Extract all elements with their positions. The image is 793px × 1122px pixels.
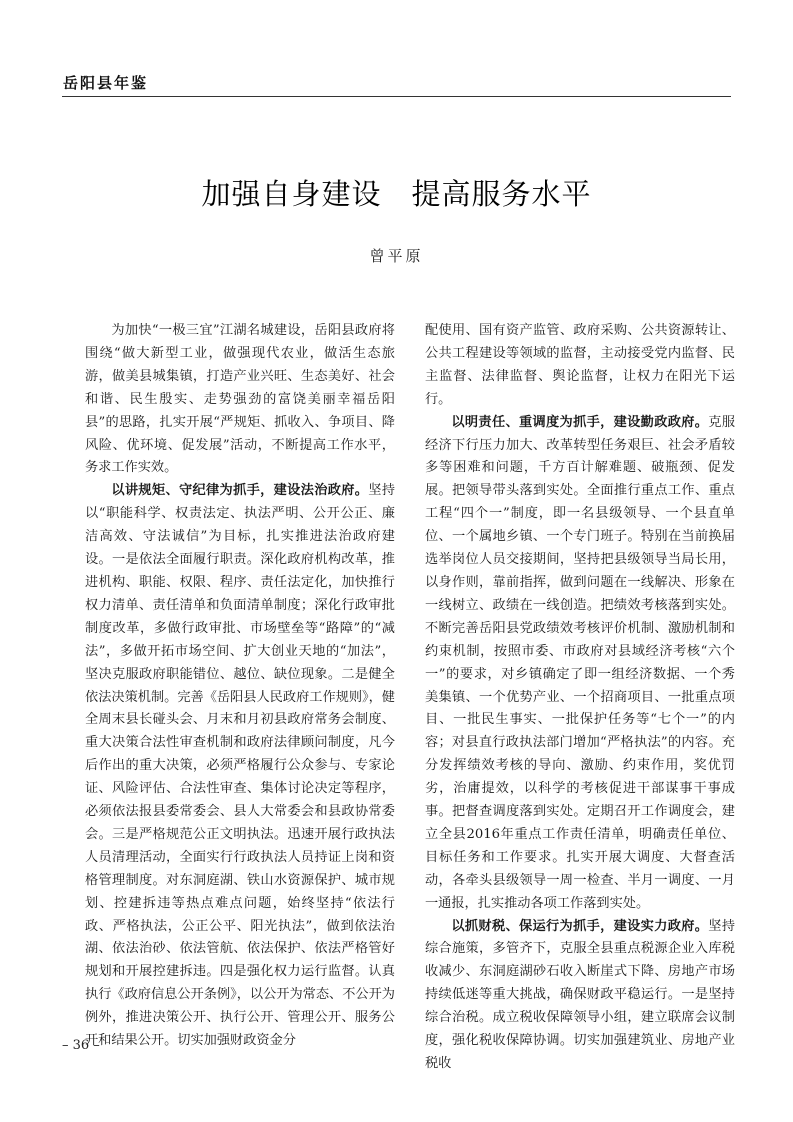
left-column [85,320,395,1053]
section-body: 坚持综合施策，多管齐下，克服全县重点税源企业入库税收减少、东洞庭湖砂石收入断崖式下降、房地产市场持续低迷等重大挑战，确保财政平稳运行。一是坚持综合治税。成立税收保障领导小组，建立联席会议制度，强化税收保障协调。切实加强建筑业、房地产业税收 [425,918,736,1071]
section-rule-of-law [85,480,395,1053]
yearbook-title: 岳阳县年鉴 [63,74,149,92]
section-fiscal-strength [425,916,735,1076]
continued-paragraph: 配使用、国有资产监管、政府采购、公共资源转让、公共工程建设等领域的监督，主动接受党内监督、民主监督、法律监督、舆论监督，让权力在阳光下运行。 [425,323,735,407]
intro-paragraph: 为加快“一极三宜”江湖名城建设，岳阳县政府将围绕“做大新型工业，做强现代农业，做活生态旅游，做美县城集镇，打造产业兴旺、生态美好、社会和谐、民生殷实、走势强劲的富饶美丽幸福岳阳县”的思路，扎实开展“严规矩、抓收入、争项目、降风险、优环境、促发展”活动，不断提高工作水平，务求工作实效。 [85,323,395,476]
section-body: 克服经济下行压力加大、改革转型任务艰巨、社会矛盾较多等困难和问题，千方百计解难题、破瓶颈、促发展。把领导带头落到实处。全面推行重点工作、重点工程“四个一”制度，即一名县级领导、一个县直单位、一个属地乡镇、一个专门班子。特别在当前换届选举岗位人员交接期间，坚持把县级领导当局长用，以身作则，靠前指挥，做到问题在一线解决、形象在一线树立、政绩在一线创造。把绩效考核落到实处。不断完善岳阳县党政绩效考核评价机制、激励机制和约束机制，按照市委、市政府对县域经济考核“六个一”的要求，对乡镇确定了即一组经济数据、一个秀美集镇、一个优势产业、一个招商项目、一批重点项目、一批民生事实、一批保护任务等“七个一”的内容；对县直行政执法部门增加“严格执法”的内容。充分发挥绩效考核的导向、激励、约束作用，奖优罚劣，治庸提效，以科学的考核促进干部谋事干事成事。把督查调度落到实处。定期召开工作调度会，建立全县2016年重点工作责任清单，明确责任单位、目标任务和工作要求。扎实开展大调度、大督查活动，各牵头县级领导一周一检查、半月一调度、一月一通报，扎实推动各项工作落到实处。 [425,414,736,911]
article-title: 加强自身建设 提高服务水平 [201,177,592,211]
section-heading: 以讲规矩、守纪律为抓手，建设法治政府。 [111,483,369,499]
header-divider [62,96,731,97]
section-heading: 以抓财税、保运行为抓手，建设实力政府。 [451,918,709,934]
article-author: 曾平原 [369,247,424,265]
page-number: – 36 – [62,1038,100,1053]
section-body: 坚持以“职能科学、权责法定、执法严明、公开公正、廉洁高效、守法诚信”为目标，扎实推进法治政府建设。一是依法全面履行职责。深化政府机构改革，推进机构、职能、权限、程序、责任法定化，加快推行权力清单、责任清单和负面清单制度；深化行政审批制度改革，多做行政审批、市场壁垒等“路障”的“减法”，多做开拓市场空间、扩大创业天地的“加法”，坚决克服政府职能错位、越位、缺位现象。二是健全依法决策机制。完善《岳阳县人民政府工作规则》，健全周末县长碰头会、月末和月初县政府常务会制度、重大决策合法性审查机制和政府法律顾问制度，凡今后作出的重大决策，必须严格履行公众参与、专家论证、风险评估、合法性审查、集体讨论决定等程序，必须依法报县委常委会、县人大常委会和县政协常委会。三是严格规范公正文明执法。迅速开展行政执法人员清理活动，全面实行行政执法人员持证上岗和资格管理制度。对东洞庭湖、铁山水资源保护、城市规划、控建拆违等热点难点问题，始终坚持“依法行政、严格执法，公正公平、阳光执法”，做到依法治湖、依法治砂、依法管航、依法保护、依法严格管好规划和开展控建拆违。四是强化权力运行监督。认真执行《政府信息公开条例》，以公开为常态、不公开为例外，推进决策公开、执行公开、管理公开、服务公开和结果公开。切实加强财政资金分 [85,483,396,1049]
section-heading: 以明责任、重调度为抓手，建设勤政政府。 [451,414,709,430]
section-diligent-government [425,412,735,916]
right-column [425,320,735,1076]
